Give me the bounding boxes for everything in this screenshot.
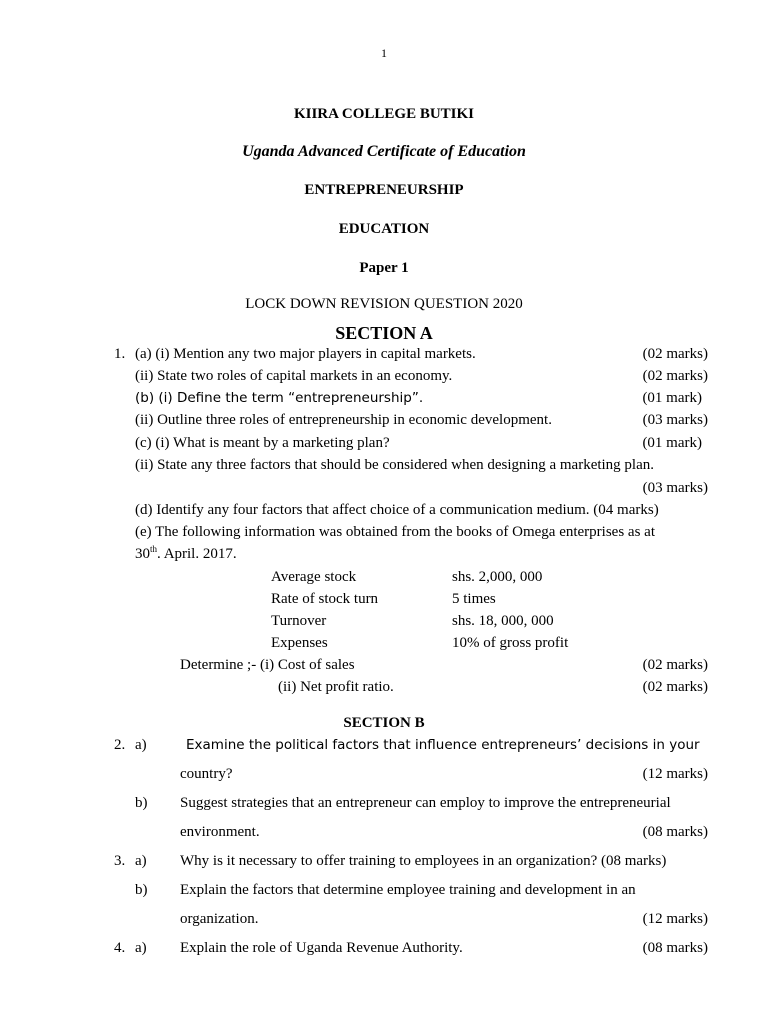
subject-line-2: EDUCATION [338, 221, 430, 237]
marks: (02 marks) [642, 679, 708, 695]
marks: (03 marks) [642, 412, 708, 428]
question-text: (e) The following information was obtained from the books of Omega enterprises as at [135, 524, 655, 540]
exam-title: Uganda Advanced Certificate of Education [242, 143, 526, 160]
question-text: (d) Identify any four factors that affect choice of a communication medium. (04 marks) [135, 502, 659, 518]
school-name: KIIRA COLLEGE BUTIKI [293, 106, 475, 122]
question-number: 3. [114, 853, 126, 869]
table-label: Rate of stock turn [271, 591, 379, 607]
question-text: (ii) Outline three roles of entrepreneurship in economic development. [135, 412, 552, 428]
sub-question-label: a) [135, 940, 147, 956]
question-text: Explain the factors that determine employee training and development in an [180, 882, 636, 898]
question-text: (c) (i) What is meant by a marketing plan? [135, 435, 390, 451]
question-text: (a) (i) Mention any two major players in capital markets. [135, 346, 476, 362]
table-label: Average stock [271, 569, 357, 585]
marks: (02 marks) [642, 346, 708, 362]
question-text: organization. [180, 911, 259, 927]
section-a-heading: SECTION A [335, 323, 433, 343]
table-value: shs. 18, 000, 000 [452, 613, 554, 629]
question-number: 4. [114, 940, 126, 956]
question-text: Examine the political factors that influence entrepreneurs’ decisions in your [186, 737, 700, 753]
question-number: 1. [114, 346, 126, 362]
question-text: country? [180, 766, 233, 782]
paper-title: Paper 1 [359, 260, 409, 276]
marks: (02 marks) [642, 368, 708, 384]
revision-title: LOCK DOWN REVISION QUESTION 2020 [245, 296, 523, 312]
marks: (08 marks) [642, 824, 708, 840]
subject-line-1: ENTREPRENEURSHIP [304, 182, 464, 198]
question-text-date: 30th. April. 2017. [135, 544, 237, 562]
question-text: (b) (i) Define the term “entrepreneurship”. [135, 390, 424, 406]
sub-question-label: a) [135, 853, 147, 869]
question-text: (ii) State any three factors that should be considered when designing a marketing plan. [135, 457, 655, 473]
marks: (02 marks) [642, 657, 708, 673]
table-label: Turnover [271, 613, 327, 629]
sub-question-label: b) [135, 795, 148, 811]
question-text: (ii) State two roles of capital markets in an economy. [135, 368, 453, 384]
section-b-heading: SECTION B [343, 715, 425, 731]
marks: (12 marks) [642, 911, 708, 927]
marks: (01 mark) [642, 390, 702, 406]
question-text: Explain the role of Uganda Revenue Authority. [180, 940, 463, 956]
sub-question-label: b) [135, 882, 148, 898]
question-text: (ii) Net profit ratio. [278, 679, 394, 695]
page-number: 1 [381, 46, 387, 60]
marks: (03 marks) [642, 480, 708, 496]
table-value: shs. 2,000, 000 [452, 569, 543, 585]
table-value: 5 times [452, 591, 496, 607]
question-text: environment. [180, 824, 260, 840]
sub-question-label: a) [135, 737, 147, 753]
marks: (01 mark) [642, 435, 702, 451]
question-text: Why is it necessary to offer training to employees in an organization? (08 marks) [180, 853, 667, 869]
marks: (08 marks) [642, 940, 708, 956]
question-text: Determine ;- (i) Cost of sales [180, 657, 355, 673]
table-value: 10% of gross profit [452, 635, 569, 651]
marks: (12 marks) [642, 766, 708, 782]
table-label: Expenses [271, 635, 328, 651]
question-number: 2. [114, 737, 126, 753]
question-text: Suggest strategies that an entrepreneur can employ to improve the entrepreneurial [180, 795, 671, 811]
